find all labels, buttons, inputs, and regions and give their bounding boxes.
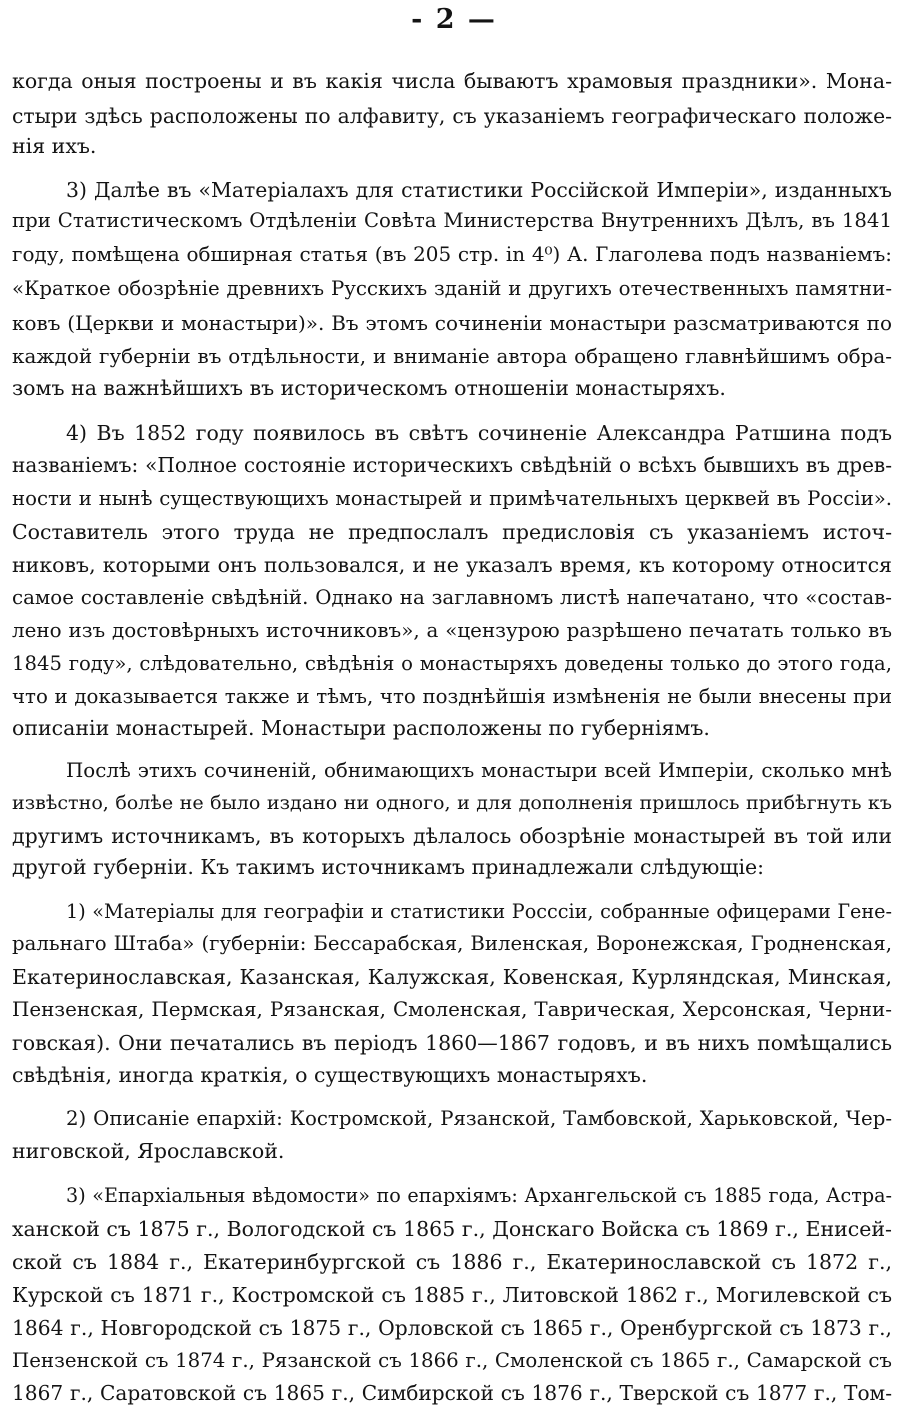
page-number: - 2 — xyxy=(411,4,497,35)
text-line: извѣстно, болѣе не было издано ни одного, и для дополненія пришлось прибѣгнуть къ xyxy=(12,792,892,814)
text-line: ковъ (Церкви и монастыри)». Въ этомъ сочиненіи монастыри разсматриваются по xyxy=(12,311,892,335)
text-line: Послѣ этихъ сочиненій, обнимающихъ монастыри всей Имперіи, сколько мнѣ xyxy=(66,759,892,782)
text-line: 2) Описаніе епархій: Костромской, Рязанской, Тамбовской, Харьковской, Чер- xyxy=(66,1107,892,1130)
text-line: ской съ 1884 г., Екатеринбургской съ 1886 г., Екатеринославской съ 1872 г., xyxy=(12,1250,892,1274)
text-line: 1864 г., Новгородской съ 1875 г., Орловской съ 1865 г., Оренбургской съ 1873 г., xyxy=(12,1316,892,1340)
text-line: 1845 году», слѣдовательно, свѣдѣнія о монастыряхъ доведены только до этого года, xyxy=(12,652,892,675)
text-line: 3) Далѣе въ «Матеріалахъ для статистики Россійской Имперіи», изданныхъ xyxy=(66,178,892,202)
text-line: Пензенская, Пермская, Рязанская, Смоленская, Таврическая, Херсонская, Черни- xyxy=(12,998,892,1021)
text-line: никовъ, которыми онъ пользовался, и не указалъ время, къ которому относится xyxy=(12,553,892,577)
text-line: что и доказывается также и тѣмъ, что позднѣйшія измѣненія не были внесены при xyxy=(12,685,892,708)
text-line: стыри здѣсь расположены по алфавиту, съ указаніемъ географическаго положе- xyxy=(12,104,892,128)
text-line: говская). Они печатались въ періодъ 1860—1867 годовъ, и въ нихъ помѣщались xyxy=(12,1031,892,1055)
text-line: «Краткое обозрѣніе древнихъ Русскихъ зданій и другихъ отечественныхъ памятни- xyxy=(12,277,892,300)
text-line: нія ихъ. xyxy=(12,134,97,158)
text-line: 3) «Епархіальныя вѣдомости» по епархіямъ: Архангельской съ 1885 года, Астра- xyxy=(66,1184,892,1207)
text-line: каждой губерніи въ отдѣльности, и вниманіе автора обращено главнѣйшимъ обра- xyxy=(12,345,892,368)
text-line: Составитель этого труда не предпослалъ предисловія съ указаніемъ источ- xyxy=(12,520,892,544)
text-line: Курской съ 1871 г., Костромской съ 1885 г., Литовской 1862 г., Могилевской съ xyxy=(12,1283,892,1307)
text-line: ниговской, Ярославской. xyxy=(12,1139,285,1163)
text-line: 4) Въ 1852 году появилось въ свѣтъ сочиненіе Александра Ратшина подъ xyxy=(66,421,892,445)
text-line: другимъ источникамъ, въ которыхъ дѣлалось обозрѣніе монастырей въ той или xyxy=(12,824,892,848)
text-line: Екатеринославская, Казанская, Калужская, Ковенская, Курляндская, Минская, xyxy=(12,965,892,989)
text-line: 1) «Матеріалы для географіи и статистики Росссіи, собранные офицерами Гене- xyxy=(66,900,892,923)
text-line: описаніи монастырей. Монастыри расположены по губерніямъ. xyxy=(12,716,710,740)
text-line: названіемъ: «Полное состояніе историческихъ свѣдѣній о всѣхъ бывшихъ въ древ- xyxy=(12,453,892,477)
text-line: ности и нынѣ существующихъ монастырей и примѣчательныхъ церквей въ Россіи». xyxy=(12,487,892,510)
text-line: лено изъ достовѣрныхъ источниковъ», а «цензурою разрѣшено печатать только въ xyxy=(12,619,892,642)
text-line: Пензенской съ 1874 г., Рязанской съ 1866 г., Смоленской съ 1865 г., Самарской съ xyxy=(12,1349,892,1372)
text-line: другой губерніи. Къ такимъ источникамъ принадлежали слѣдующіе: xyxy=(12,855,765,879)
text-line: самое составленіе свѣдѣній. Однако на заглавномъ листѣ напечатано, что «состав- xyxy=(12,586,892,609)
text-line: ханской съ 1875 г., Вологодской съ 1865 г., Донскаго Войска съ 1869 г., Енисей- xyxy=(12,1217,892,1241)
text-line: зомъ на важнѣйшихъ въ историческомъ отношеніи монастыряхъ. xyxy=(12,376,726,400)
text-line: свѣдѣнія, иногда краткія, о существующихъ монастыряхъ. xyxy=(12,1063,648,1087)
text-line: при Статистическомъ Отдѣленіи Совѣта Министерства Внутреннихъ Дѣлъ, въ 1841 xyxy=(12,209,892,232)
text-line: 1867 г., Саратовской съ 1865 г., Симбирской съ 1876 г., Тверской съ 1877 г., Том- xyxy=(12,1381,892,1405)
text-line: ральнаго Штаба» (губерніи: Бессарабская, Виленская, Воронежская, Гродненская, xyxy=(12,932,892,955)
text-line: когда оныя построены и въ какія числа бываютъ храмовыя праздники». Мона- xyxy=(12,69,892,93)
text-line: году, помѣщена обширная статья (въ 205 стр. in 4⁰) А. Глаголева подъ названіемъ: xyxy=(12,243,892,266)
